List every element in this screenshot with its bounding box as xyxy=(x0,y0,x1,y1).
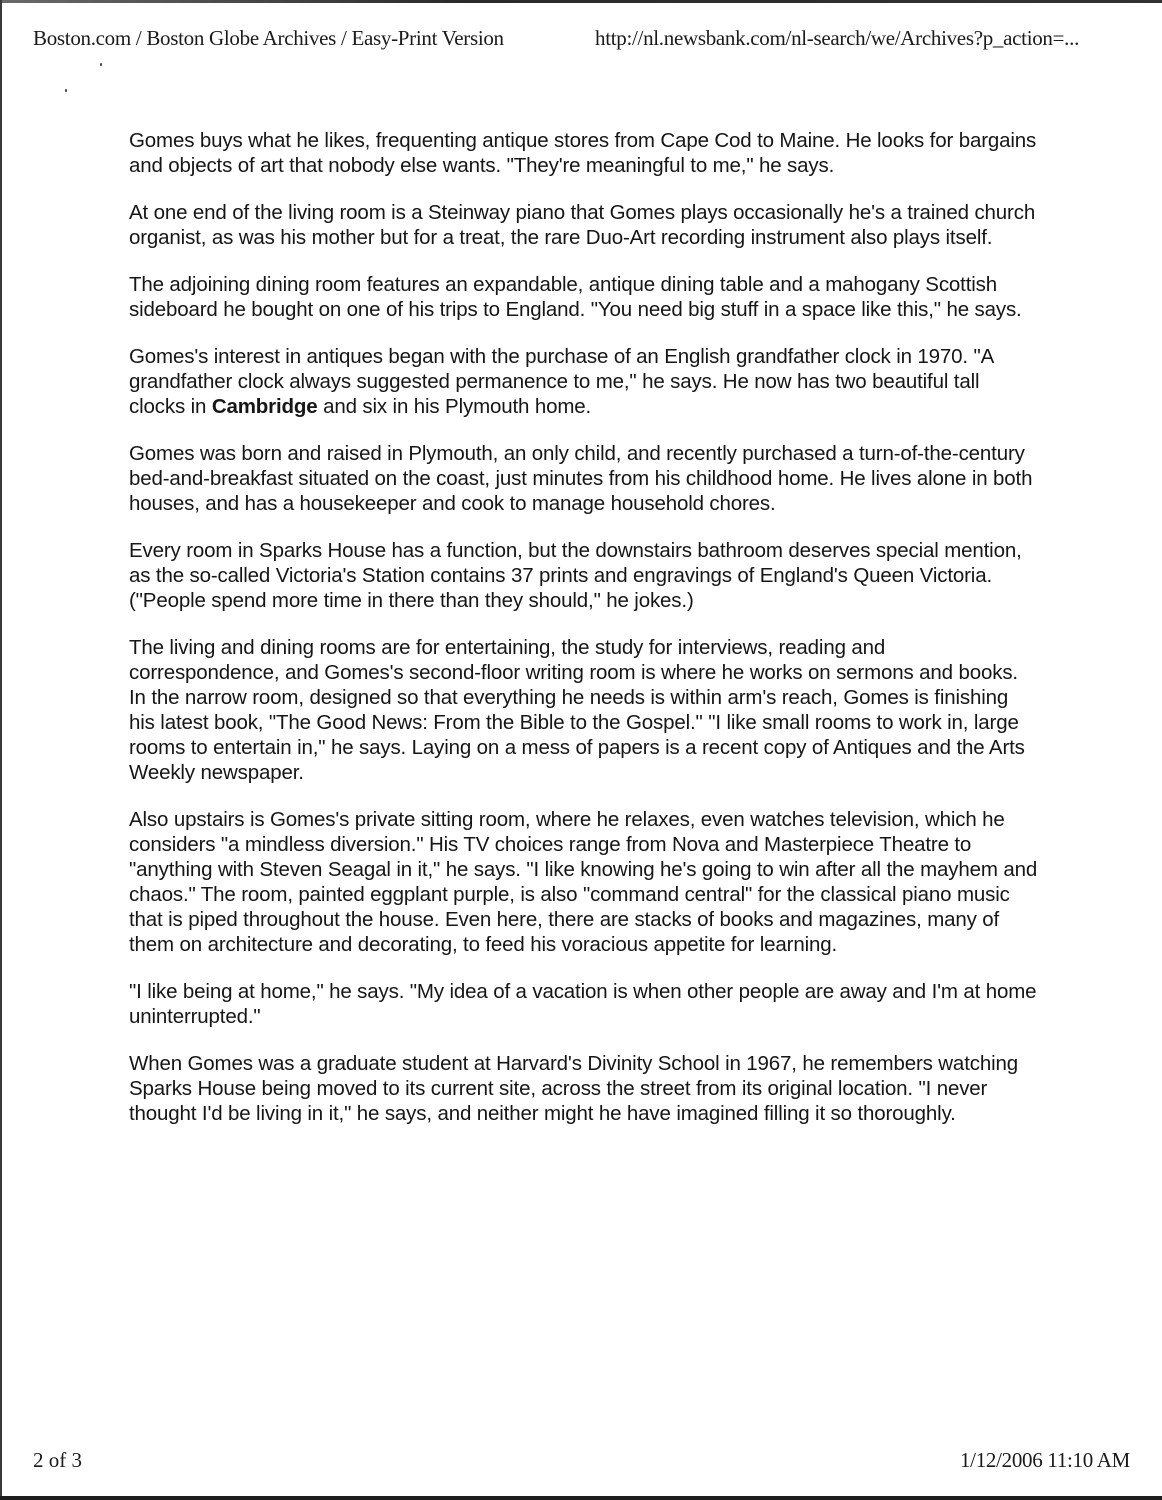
article-paragraph: The adjoining dining room features an expandable, antique dining table and a mahogany Scottish sideboard he bought on one of his trips to England. "You need big stuff in a space like this," he says. xyxy=(129,273,1022,321)
article-paragraph: Gomes was born and raised in Plymouth, an only child, and recently purchased a turn-of-the-century bed-and-breakfast situated on the coast, just minutes from his childhood home. He lives alone in both houses, and has a housekeeper and cook to manage household chores. xyxy=(129,442,1033,515)
print-footer xyxy=(33,1448,1130,1474)
print-header xyxy=(33,26,1142,54)
scan-edge-bottom xyxy=(0,1496,1162,1500)
article-paragraph: Gomes buys what he likes, frequenting antique stores from Cape Cod to Maine. He looks for bargains and objects of art that nobody else wants. "They're meaningful to me," he says. xyxy=(129,129,1037,177)
scan-edge-top xyxy=(0,0,1162,3)
print-header-url: http://nl.newsbank.com/nl-search/we/Archives?p_action=... xyxy=(595,26,1080,50)
print-header-title: Boston.com / Boston Globe Archives / Easy-Print Version xyxy=(33,26,504,50)
article-paragraph: "I like being at home," he says. "My idea of a vacation is when other people are away and I'm at home uninterrupted." xyxy=(129,980,1037,1028)
article-paragraph: At one end of the living room is a Steinway piano that Gomes plays occasionally he's a trained church organist, as was his mother but for a treat, the rare Duo-Art recording instrument also plays itself. xyxy=(129,201,1036,249)
article-paragraph xyxy=(129,344,1039,419)
scan-speck xyxy=(100,63,102,66)
paragraph-text: and six in his Plymouth home. xyxy=(317,395,592,418)
article-paragraph: Every room in Sparks House has a function, but the downstairs bathroom deserves special mention, as the so-called Victoria's Station contains 37 prints and engravings of England's Queen Victoria. ("People spend more time in there than they should," he jokes.) xyxy=(129,539,1022,612)
scan-speck xyxy=(65,89,67,92)
scan-edge-left xyxy=(0,0,2,1500)
print-timestamp: 1/12/2006 11:10 AM xyxy=(959,1448,1130,1472)
paragraph-text: Gomes's interest in antiques began with the purchase of an English grandfather clock in 1970. "A grandfather clock always suggested permanence to me," he says. He now has two beautiful tall clocks in xyxy=(129,345,994,418)
article-paragraph: The living and dining rooms are for entertaining, the study for interviews, reading and correspondence, and Gomes's second-floor writing room is where he works on sermons and books. In the narrow room, designed so that everything he needs is within arm's reach, Gomes is finishing his latest book, "The Good News: From the Bible to the Gospel." "I like small rooms to work in, large rooms to entertain in," he says. Laying on a mess of papers is a recent copy of Antiques and the Arts Weekly newspaper. xyxy=(129,636,1025,784)
article-body xyxy=(129,128,1039,1148)
page-count: 2 of 3 xyxy=(33,1448,82,1472)
article-paragraph: Also upstairs is Gomes's private sitting room, where he relaxes, even watches television, which he considers "a mindless diversion." His TV choices range from Nova and Masterpiece Theatre to "anything with Steven Seagal in it," he says. "I like knowing he's going to win after all the mayhem and chaos." The room, painted eggplant purple, is also "command central" for the classical piano music that is piped throughout the house. Even here, there are stacks of books and magazines, many of them on architecture and decorating, to feed his voracious appetite for learning. xyxy=(129,808,1038,956)
highlighted-keyword: Cambridge xyxy=(211,395,318,418)
article-paragraph: When Gomes was a graduate student at Harvard's Divinity School in 1967, he remembers watching Sparks House being moved to its current site, across the street from its original location. "I never thought I'd be living in it," he says, and neither might he have imagined filling it so thoroughly. xyxy=(129,1052,1018,1125)
